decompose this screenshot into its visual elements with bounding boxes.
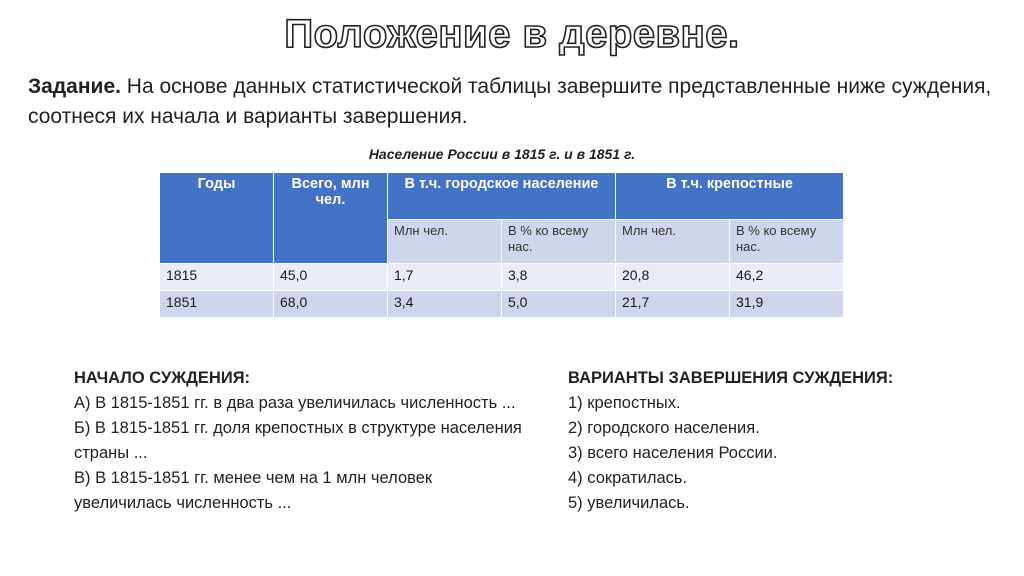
table-cell: 3,8 (502, 264, 616, 291)
table-cell: 3,4 (388, 291, 502, 318)
task-body: На основе данных статистической таблицы завершите представленные ниже суждения, соотнеся их начала и варианты завершения. (28, 75, 992, 128)
task-text (28, 72, 998, 132)
table-cell: 46,2 (730, 264, 844, 291)
table-row (160, 264, 844, 291)
table-cell: 31,9 (730, 291, 844, 318)
list-item: 5) увеличилась. (568, 494, 690, 512)
list-item: А) В 1815-1851 гг. в два раза увеличилась численность ... (74, 394, 516, 412)
population-table (159, 172, 844, 318)
table-cell: 5,0 (502, 291, 616, 318)
endings-heading: ВАРИАНТЫ ЗАВЕРШЕНИЯ СУЖДЕНИЯ: (568, 369, 894, 387)
table-caption: Население России в 1815 г. и в 1851 г. (368, 146, 636, 162)
table-cell: 68,0 (274, 291, 388, 318)
subheader-cell: Млн чел. (388, 219, 502, 263)
table-cell: 1,7 (388, 264, 502, 291)
table-cell: 20,8 (616, 264, 730, 291)
list-item: Б) В 1815-1851 гг. доля крепостных в структуре населения страны ... (74, 419, 522, 462)
table-cell: 1851 (160, 291, 274, 318)
list-item: 4) сократилась. (568, 469, 688, 487)
header-total: Всего, млн чел. (274, 173, 388, 264)
page-title: Положение в деревне. (284, 12, 740, 56)
table-cell: 1815 (160, 264, 274, 291)
header-years: Годы (160, 173, 274, 264)
list-item: 3) всего населения России. (568, 444, 778, 462)
list-item: 1) крепостных. (568, 394, 681, 412)
subheader-cell: Млн чел. (616, 219, 730, 263)
list-item: 2) городского населения. (568, 419, 760, 437)
list-item: В) В 1815-1851 гг. менее чем на 1 млн человек увеличилась численность ... (74, 469, 433, 512)
beginnings-list (74, 366, 534, 516)
table-row (160, 291, 844, 318)
table-cell: 21,7 (616, 291, 730, 318)
header-urban: В т.ч. городское население (388, 173, 616, 220)
header-serfs: В т.ч. крепостные (616, 173, 844, 220)
endings-list (568, 366, 988, 516)
beginnings-heading: НАЧАЛО СУЖДЕНИЯ: (74, 369, 251, 387)
subheader-cell: В % ко всему нас. (730, 219, 844, 263)
table-cell: 45,0 (274, 264, 388, 291)
subheader-cell: В % ко всему нас. (502, 219, 616, 263)
task-label: Задание. (28, 75, 121, 98)
